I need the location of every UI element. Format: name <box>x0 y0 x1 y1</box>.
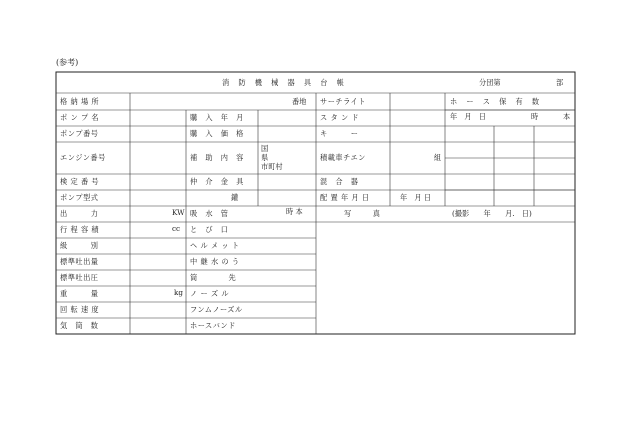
hose-date: 年 月 日 <box>450 112 486 121</box>
label-inspection-number: 検 定 番 号 <box>60 177 100 186</box>
label-key: キ ー <box>320 129 359 138</box>
subsidy-municipal: 市町村 <box>261 162 283 171</box>
unit-kg: kg <box>174 288 183 297</box>
label-mixer: 混 合 器 <box>320 177 359 186</box>
placement-date-format: 年 月 日 <box>400 193 432 202</box>
label-purchase-date: 購 入 年 月 <box>190 113 244 122</box>
label-pump-number: ポンプ番号 <box>60 129 99 138</box>
label-pump-name: ポ ン プ 名 <box>60 113 100 122</box>
label-can: 鑵 <box>231 193 239 202</box>
unit-banchi: 番地 <box>292 97 307 106</box>
subsidy-prefecture: 県 <box>261 153 269 162</box>
label-displacement: 行 程 容 積 <box>60 225 100 234</box>
label-suction-pipe: 吸 水 管 <box>190 209 229 218</box>
label-nozzle: ノ ー ズ ル <box>190 289 230 298</box>
label-tobiguchi: と び 口 <box>190 225 229 234</box>
label-searchlight: サーチライト <box>320 97 366 106</box>
label-rotation-speed: 回 転 速 度 <box>60 305 100 314</box>
label-engine-number: エンジン番号 <box>60 153 106 162</box>
subsidy-national: 国 <box>261 144 269 153</box>
label-placement-date: 配 置 年 月 日 <box>320 193 370 202</box>
label-nozzle-tip: 筒 先 <box>190 273 237 282</box>
label-class: 級 別 <box>60 241 99 250</box>
photo-label: 写 真 <box>344 209 380 218</box>
label-helmet: ヘ ル メ ッ ト <box>190 241 240 250</box>
reference-note: (参考) <box>56 58 79 67</box>
label-stand: ス タ ン ド <box>320 113 360 122</box>
photo-date: (撮影 年 月. 日) <box>452 209 532 218</box>
label-relay-bag: 中 継 水 の う <box>190 257 240 266</box>
label-subsidy: 補 助 内 容 <box>190 153 244 162</box>
label-chain: 積載車チエン <box>320 153 366 162</box>
label-purchase-price: 購 入 価 格 <box>190 129 244 138</box>
table-frame <box>56 72 575 334</box>
label-hose-band: ホースバンド <box>190 321 236 330</box>
label-pump-model: ポンプ型式 <box>60 193 99 202</box>
unit-kw: KW <box>172 208 185 217</box>
label-standard-pressure: 標準吐出圧 <box>60 273 99 282</box>
ledger-title: 消 防 機 械 器 具 台 帳 <box>222 78 345 87</box>
unit-cc: cc <box>172 224 181 233</box>
unit-suffix: 部 <box>556 78 564 87</box>
label-standard-discharge: 標準吐出量 <box>60 257 99 266</box>
unit-hours-count: 時 本 <box>286 207 303 216</box>
label-fog-nozzle: フンムノーズル <box>190 305 243 314</box>
hose-count-unit: 本 <box>563 112 571 121</box>
label-storage-location: 格 納 場 所 <box>60 97 100 106</box>
hose-count-title: ホ ー ス 保 有 数 <box>450 97 541 106</box>
label-output: 出 力 <box>60 209 99 218</box>
unit-chain-set: 組 <box>434 153 442 162</box>
hose-hours: 時 <box>531 112 539 121</box>
unit-label: 分団第 <box>479 78 501 87</box>
label-coupling: 仲 介 金 具 <box>190 177 244 186</box>
label-weight: 重 量 <box>60 289 99 298</box>
label-cylinders: 気 筒 数 <box>60 321 99 330</box>
